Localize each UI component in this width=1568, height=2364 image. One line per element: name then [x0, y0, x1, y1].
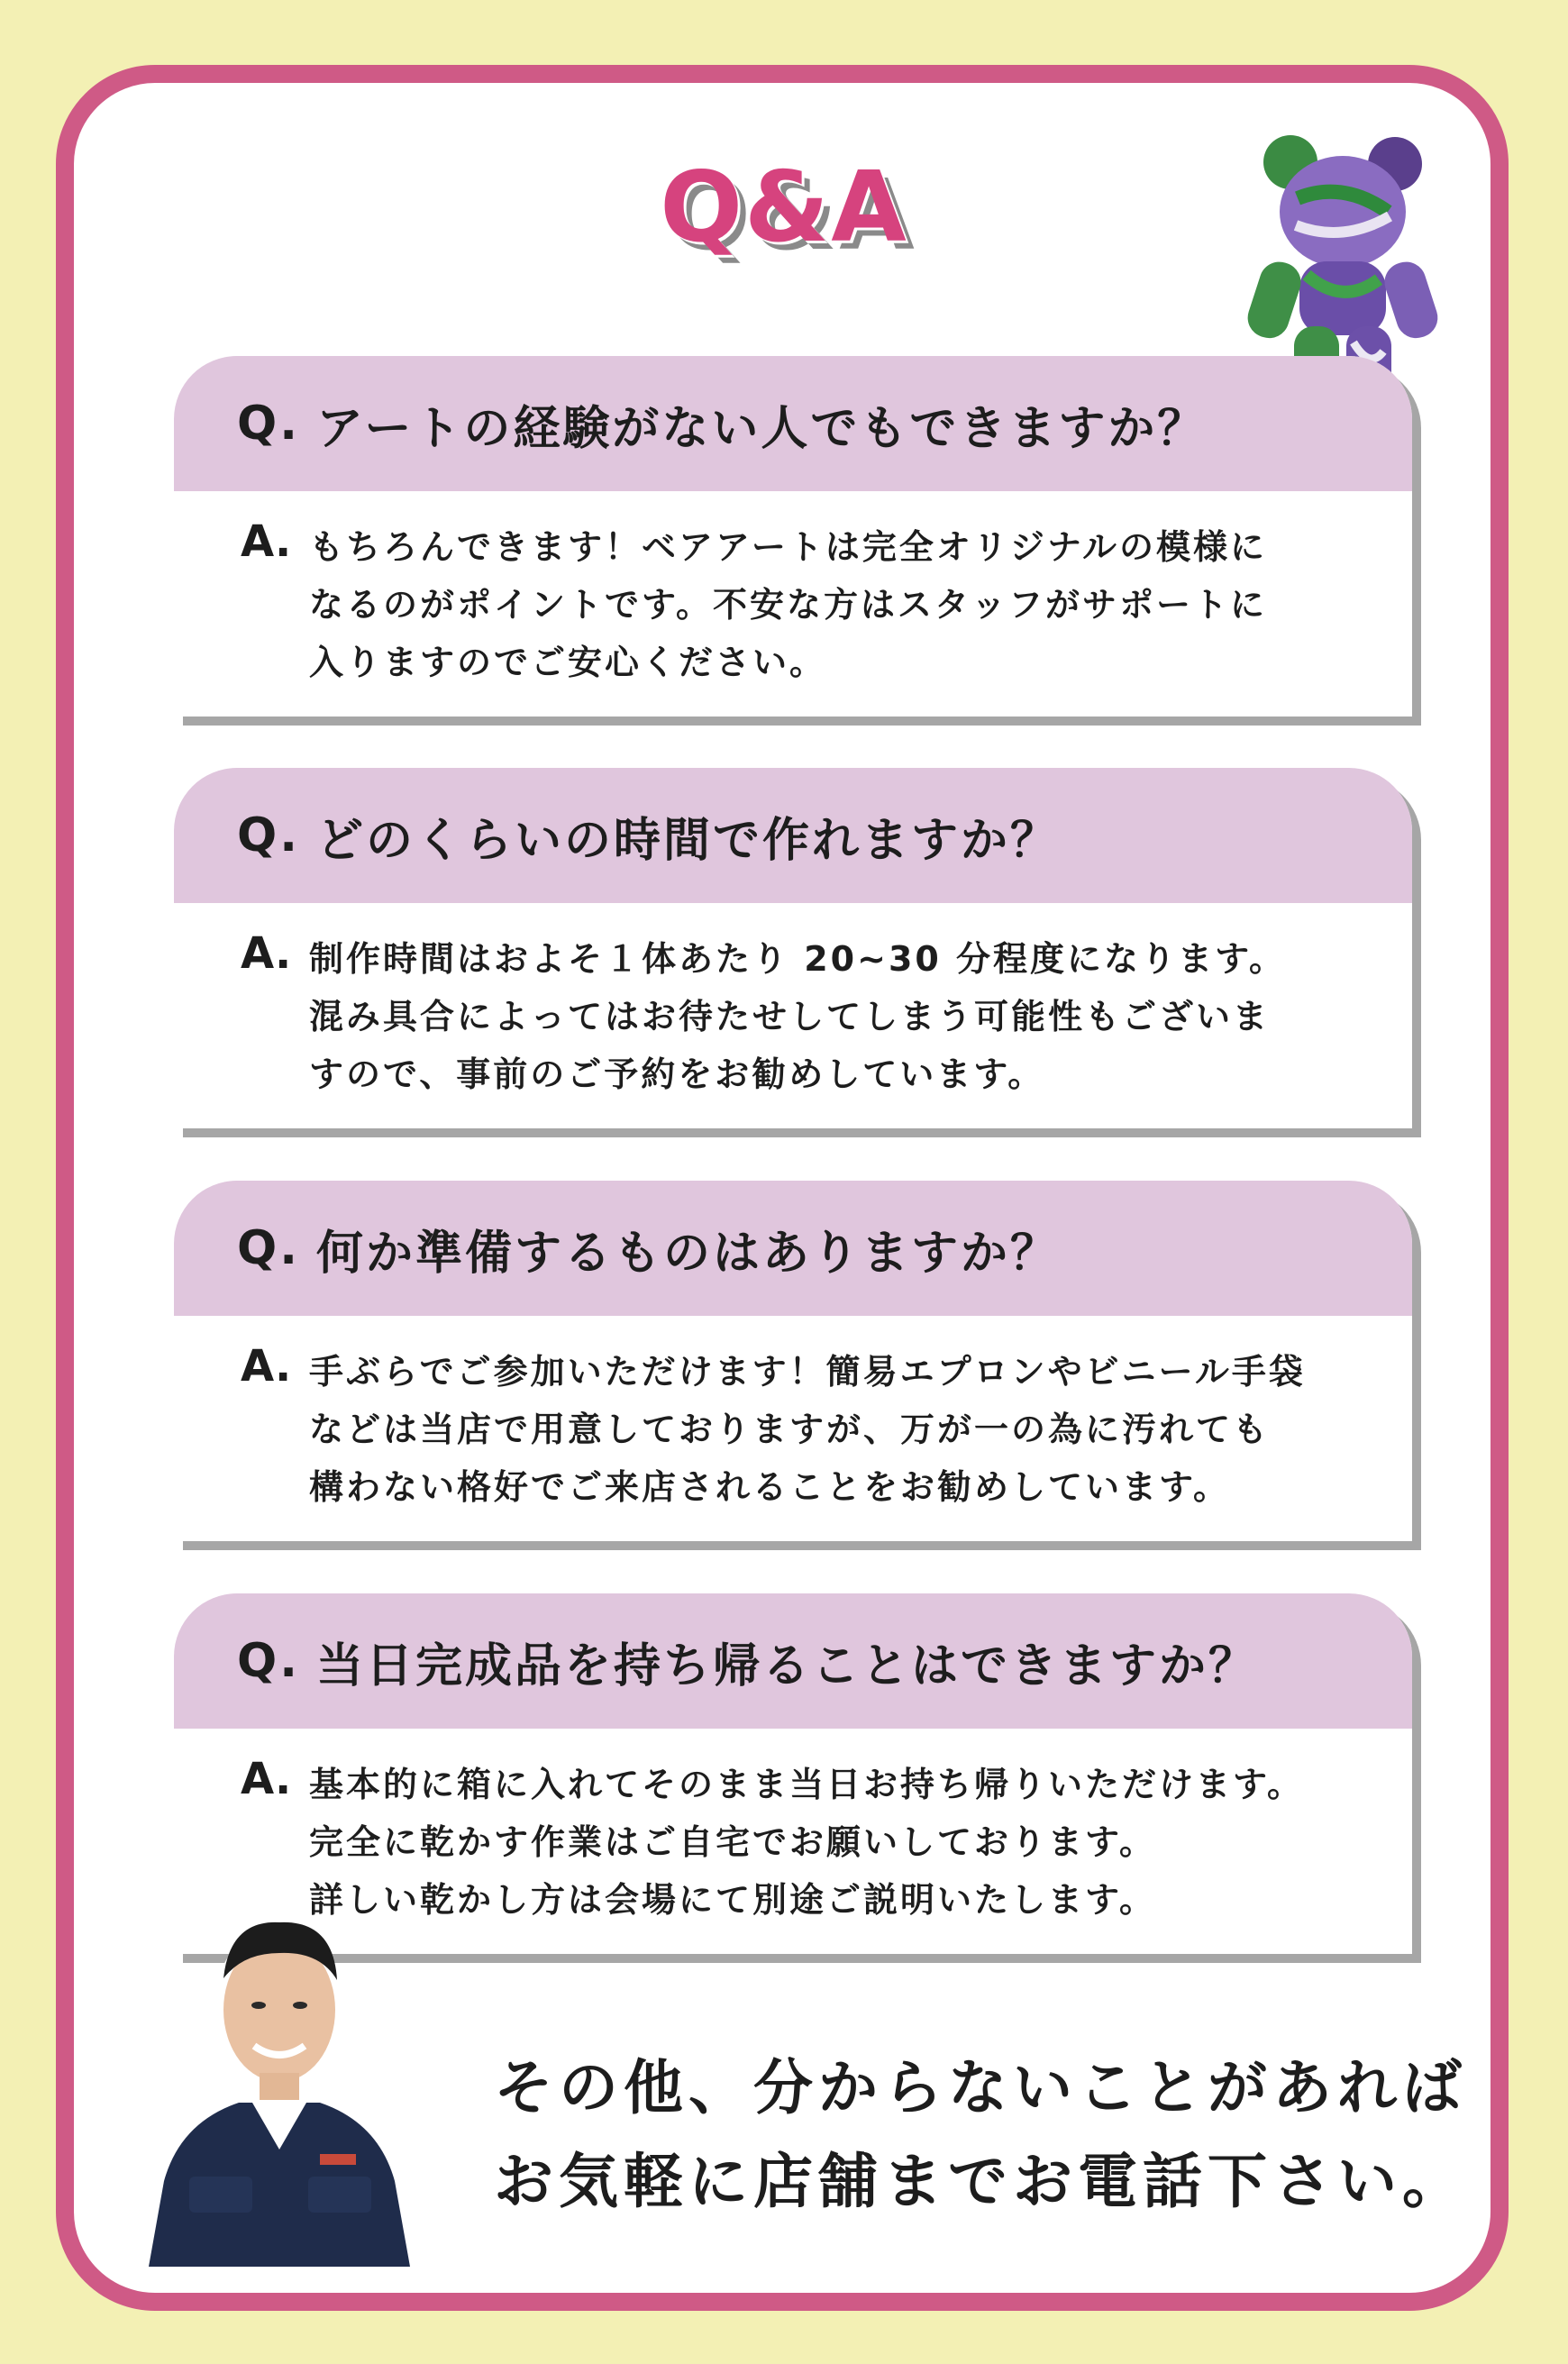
closing-line: お気軽に店舗までお電話下さい。 — [494, 2147, 1467, 2216]
question-band — [174, 768, 1412, 903]
faq-card — [174, 356, 1412, 717]
question-text: 何か準備するものはありますか？ — [315, 1226, 1060, 1281]
answer-line: なるのがポイントです。不安な方はスタッフがサポートに — [309, 585, 1267, 625]
question-band — [174, 356, 1412, 491]
answer-prefix: A. — [241, 1754, 292, 1804]
answer-line: 制作時間はおよそ１体あたり 20~30 分程度になります。 — [309, 939, 1287, 979]
question-text: 当日完成品を持ち帰ることはできますか？ — [315, 1638, 1258, 1693]
staff-photo-icon — [117, 1879, 442, 2276]
question-prefix: Q. — [237, 1634, 300, 1688]
answer-prefix: A. — [241, 928, 292, 979]
question-text: どのくらいの時間で作れますか？ — [315, 813, 1060, 868]
question-text: アートの経験がない人でもできますか？ — [315, 401, 1208, 456]
answer-line: 混み具合によってはお待たせしてしまう可能性もございま — [309, 997, 1271, 1036]
closing-message — [494, 2041, 1467, 2229]
answer-line: などは当店で用意しておりますが、万が一の為に汚れても — [309, 1410, 1271, 1449]
answer-block — [174, 903, 1412, 1103]
question-band — [174, 1181, 1412, 1316]
question-prefix: Q. — [237, 808, 300, 863]
answer-prefix: A. — [241, 516, 292, 567]
closing-line: その他、分からないことがあれば — [494, 2053, 1467, 2122]
answer-line: 手ぶらでご参加いただけます！簡易エプロンやビニール手袋 — [309, 1352, 1306, 1392]
answer-prefix: A. — [241, 1341, 292, 1392]
answer-line: 詳しい乾かし方は会場にて別途ご説明いたします。 — [309, 1880, 1156, 1920]
page-title: Q&A — [660, 151, 908, 264]
answer-line: もちろんできます！ベアアートは完全オリジナルの模様に — [309, 527, 1267, 567]
answer-line: 完全に乾かす作業はご自宅でお願いしております。 — [309, 1822, 1156, 1862]
answer-line: 基本的に箱に入れてそのまま当日お持ち帰りいただけます。 — [309, 1765, 1304, 1804]
answer-block — [174, 491, 1412, 691]
faq-card — [174, 768, 1412, 1128]
answer-line: 入りますのでご安心ください。 — [309, 643, 827, 682]
answer-block — [174, 1316, 1412, 1516]
answer-line: 構わない格好でご来店されることをお勧めしています。 — [309, 1467, 1230, 1507]
question-prefix: Q. — [237, 1221, 300, 1275]
answer-line: すので、事前のご予約をお勧めしています。 — [309, 1054, 1045, 1094]
faq-card — [174, 1181, 1412, 1541]
question-band — [174, 1593, 1412, 1729]
question-prefix: Q. — [237, 397, 300, 451]
